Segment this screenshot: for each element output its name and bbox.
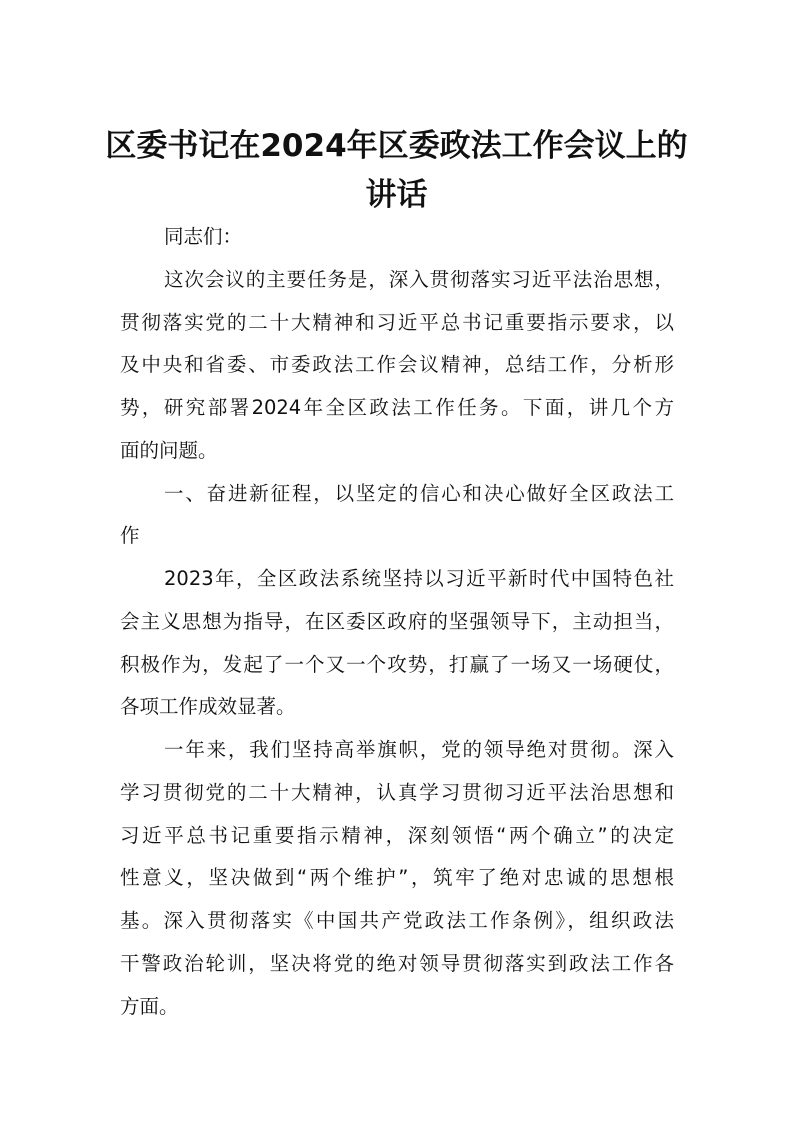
paragraph-line: 同志们： <box>164 225 243 248</box>
paragraph <box>120 729 674 1028</box>
paragraph-line: 一年来，我们坚持高举旗帜，党的领导绝对贯彻。深入 <box>164 738 674 761</box>
paragraph <box>120 259 674 473</box>
paragraph-line: 这次会议的主要任务是，深入贯彻落实习近平法治思想， <box>164 267 674 291</box>
paragraph-line: 面的问题。 <box>120 438 218 462</box>
paragraph-line: 各项工作成效显著。 <box>120 695 296 719</box>
paragraph-line: 方面。 <box>120 994 179 1018</box>
paragraph-line: 一、奋进新征程，以坚定的信心和决心做好全区政法工 <box>164 481 674 505</box>
paragraph-line: 积极作为，发起了一个又一个攻势，打赢了一场又一场硬仗， <box>120 652 674 676</box>
paragraph <box>120 558 674 729</box>
paragraph <box>120 473 674 559</box>
paragraph-line: 基。深入贯彻落实《中国共产党政法工作条例》，组织政法 <box>120 909 674 932</box>
paragraph <box>120 216 674 259</box>
document-body <box>120 216 674 1028</box>
paragraph-line: 学习贯彻党的二十大精神，认真学习贯彻习近平法治思想和 <box>120 780 674 804</box>
paragraph-line: 性意义，坚决做到“两个维护”，筑牢了绝对忠诚的思想根 <box>120 866 674 890</box>
paragraph-line: 及中央和省委、市委政法工作会议精神，总结工作，分析形 <box>120 353 674 377</box>
paragraph-line: 会主义思想为指导，在区委区政府的坚强领导下，主动担当， <box>120 609 674 633</box>
document-title-line-1: 区委书记在2024年区委政法工作会议上的 <box>105 128 688 164</box>
paragraph-line: 贯彻落实党的二十大精神和习近平总书记重要指示要求，以 <box>120 310 674 334</box>
paragraph-line: 势，研究部署2024年全区政法工作任务。下面，讲几个方 <box>120 396 674 419</box>
document-title-line-2: 讲话 <box>365 177 428 213</box>
paragraph-line: 干警政治轮训，坚决将党的绝对领导贯彻落实到政法工作各 <box>120 951 674 975</box>
paragraph-line: 作 <box>120 524 140 548</box>
paragraph-line: 2023年，全区政法系统坚持以习近平新时代中国特色社 <box>164 567 674 590</box>
paragraph-line: 习近平总书记重要指示精神，深刻领悟“两个确立”的决定 <box>120 823 674 847</box>
